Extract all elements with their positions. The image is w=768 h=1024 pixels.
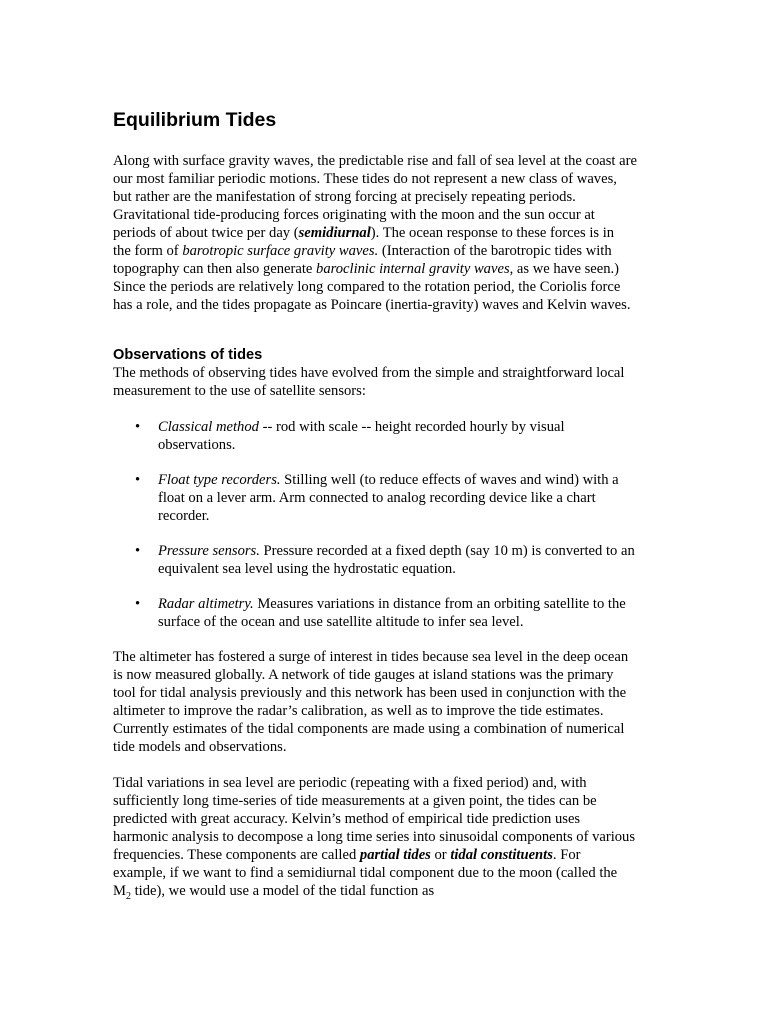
text-segment: -- rod with scale -- height recorded hourly by visual bbox=[258, 419, 565, 435]
text-segment: periods of about twice per day ( bbox=[113, 225, 299, 241]
text-line: surface of the ocean and use satellite altitude to infer sea level. bbox=[158, 614, 524, 630]
text-line: Currently estimates of the tidal components are made using a combination of numerical bbox=[113, 721, 625, 737]
document-page bbox=[113, 108, 673, 900]
list-item-term: Pressure sensors. bbox=[158, 543, 260, 559]
text-line: The methods of observing tides have evolved from the simple and straightforward local bbox=[113, 365, 625, 381]
intro-paragraph bbox=[113, 152, 673, 314]
list-item bbox=[113, 418, 673, 454]
text-segment: topography can then also generate bbox=[113, 261, 317, 277]
subscript: 2 bbox=[125, 890, 131, 902]
text-segment: the form of bbox=[113, 243, 183, 259]
text-segment: (Interaction of the barotropic tides with bbox=[378, 243, 612, 259]
tidal-variations-paragraph bbox=[113, 774, 673, 900]
text-line: example, if we want to find a semidiurnal tidal component due to the moon (called the bbox=[113, 865, 618, 881]
text-line: our most familiar periodic motions. These tides do not represent a new class of waves, bbox=[113, 171, 617, 187]
observation-methods-list bbox=[113, 418, 673, 631]
list-item bbox=[113, 471, 673, 525]
text-line: predicted with great accuracy. Kelvin’s method of empirical tide prediction uses bbox=[113, 811, 581, 827]
text-line bbox=[113, 224, 673, 242]
section-heading: Observations of tides bbox=[113, 347, 263, 363]
text-segment: Measures variations in distance from an orbiting satellite to the bbox=[253, 596, 626, 612]
text-segment: , as we have seen.) bbox=[509, 261, 620, 277]
text-line bbox=[158, 471, 673, 489]
text-line bbox=[113, 260, 673, 278]
emphasis-barotropic: barotropic surface gravity waves. bbox=[182, 243, 379, 259]
section-intro-paragraph bbox=[113, 364, 673, 400]
list-item-term: Classical method bbox=[158, 419, 259, 435]
list-item-term: Float type recorders. bbox=[158, 472, 281, 488]
text-segment: frequencies. These components are called bbox=[113, 847, 360, 863]
text-line: harmonic analysis to decompose a long time series into sinusoidal components of various bbox=[113, 829, 636, 845]
page-title: Equilibrium Tides bbox=[113, 109, 277, 131]
text-segment: Stilling well (to reduce effects of waves and wind) with a bbox=[280, 472, 619, 488]
emphasis-semidiurnal: semidiurnal bbox=[298, 225, 371, 241]
text-segment: Pressure recorded at a fixed depth (say 10 m) is converted to an bbox=[259, 543, 635, 559]
list-item-term: Radar altimetry. bbox=[158, 596, 254, 612]
text-line: is now measured globally. A network of tide gauges at island stations was the primary bbox=[113, 667, 614, 683]
text-segment: . For bbox=[552, 847, 581, 863]
bullet-icon: • bbox=[135, 419, 141, 435]
altimeter-paragraph bbox=[113, 648, 673, 756]
text-line: Tidal variations in sea level are periodic (repeating with a fixed period) and, with bbox=[113, 775, 587, 791]
text-line: measurement to the use of satellite sensors: bbox=[113, 383, 366, 399]
text-line bbox=[113, 242, 673, 260]
text-line: observations. bbox=[158, 437, 236, 453]
list-item bbox=[113, 542, 673, 578]
bullet-icon: • bbox=[135, 472, 141, 488]
text-segment: ). The ocean response to these forces is in bbox=[370, 225, 615, 241]
text-line: float on a lever arm. Arm connected to analog recording device like a chart bbox=[158, 490, 596, 506]
text-line: altimeter to improve the radar’s calibration, as well as to improve the tide estimates. bbox=[113, 703, 604, 719]
bullet-icon: • bbox=[135, 596, 141, 612]
text-line bbox=[158, 595, 673, 613]
emphasis-partial-tides: partial tides bbox=[359, 847, 431, 863]
emphasis-baroclinic: baroclinic internal gravity waves bbox=[316, 261, 510, 277]
text-line: tide models and observations. bbox=[113, 739, 287, 755]
text-line: Along with surface gravity waves, the predictable rise and fall of sea level at the coast are bbox=[113, 153, 637, 169]
text-line: equivalent sea level using the hydrostatic equation. bbox=[158, 561, 456, 577]
text-line: sufficiently long time-series of tide measurements at a given point, the tides can be bbox=[113, 793, 597, 809]
text-segment: M bbox=[113, 883, 126, 899]
emphasis-tidal-constituents: tidal constituents bbox=[450, 847, 553, 863]
text-line: has a role, and the tides propagate as Poincare (inertia-gravity) waves and Kelvin waves. bbox=[113, 297, 631, 313]
text-line bbox=[113, 882, 673, 900]
text-segment: or bbox=[430, 847, 451, 863]
text-line: Gravitational tide-producing forces originating with the moon and the sun occur at bbox=[113, 207, 595, 223]
text-segment: tide), we would use a model of the tidal function as bbox=[130, 883, 435, 899]
text-line: The altimeter has fostered a surge of interest in tides because sea level in the deep ocean bbox=[113, 649, 629, 665]
list-item bbox=[113, 595, 673, 631]
text-line bbox=[113, 846, 673, 864]
text-line: recorder. bbox=[158, 508, 210, 524]
bullet-icon: • bbox=[135, 543, 141, 559]
text-line bbox=[158, 542, 673, 560]
text-line: tool for tidal analysis previously and this network has been used in conjunction with the bbox=[113, 685, 627, 701]
text-line: but rather are the manifestation of strong forcing at precisely repeating periods. bbox=[113, 189, 576, 205]
text-line bbox=[158, 418, 673, 436]
text-line: Since the periods are relatively long compared to the rotation period, the Coriolis force bbox=[113, 279, 621, 295]
